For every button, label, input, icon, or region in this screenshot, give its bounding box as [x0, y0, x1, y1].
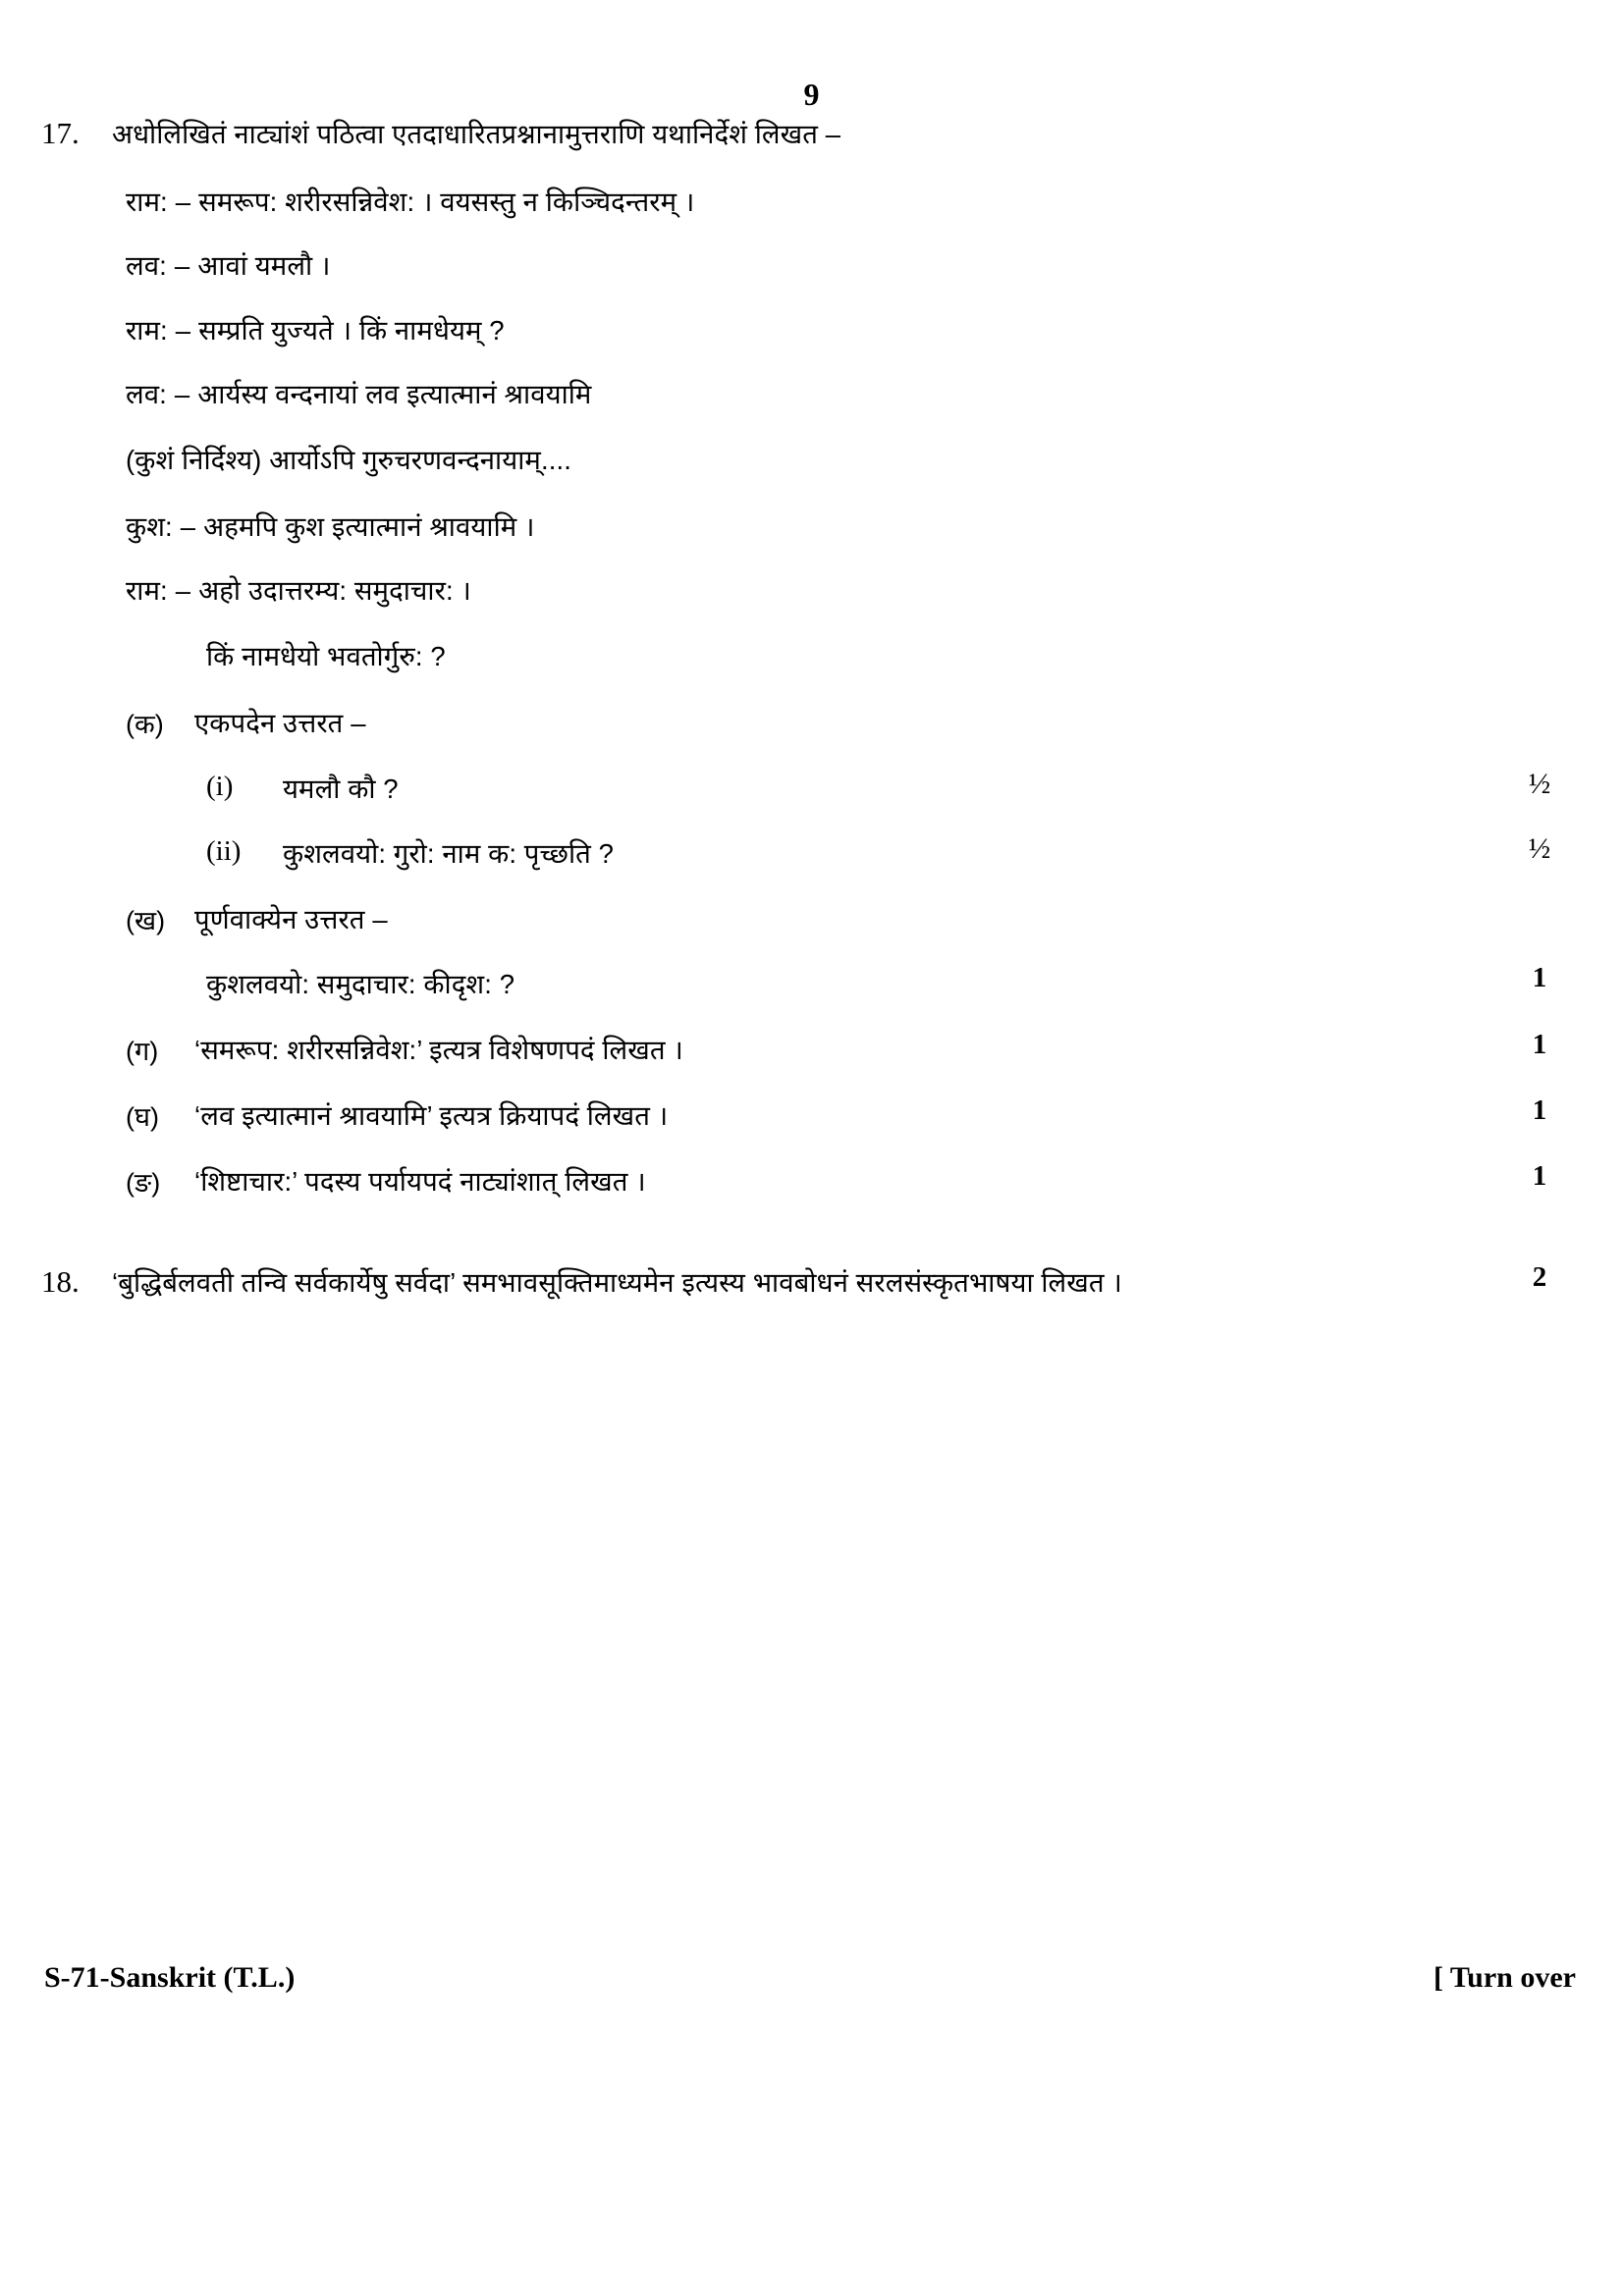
passage-line	[206, 638, 446, 674]
passage-text: अहो उदात्तरम्य: समुदाचार: ।	[198, 575, 471, 606]
passage-dash: –	[175, 315, 191, 346]
item-i-marks: ½	[1528, 768, 1551, 800]
passage-dash: –	[180, 511, 196, 542]
question-18-marks: 2	[1532, 1261, 1547, 1293]
part-ka-item-ii-row	[206, 835, 614, 872]
page-number: 9	[803, 77, 820, 112]
item-ii-marks: ½	[1528, 832, 1551, 865]
passage-dash: –	[175, 575, 191, 606]
part-gha-marks: 1	[1532, 1095, 1547, 1126]
item-ii-label: (ii)	[206, 835, 242, 867]
passage-text: अहमपि कुश इत्यात्मानं श्रावयामि ।	[203, 511, 535, 542]
passage-speaker: राम:	[126, 575, 168, 606]
passage-dash: –	[174, 250, 190, 281]
part-nga-row	[126, 1163, 646, 1200]
passage-speaker: राम:	[126, 315, 168, 346]
part-kha-label: (ख)	[126, 906, 166, 935]
question-17-prompt-row	[41, 116, 840, 152]
part-ka-label: (क)	[126, 710, 164, 739]
passage-text: समरूप: शरीरसन्निवेश: । वयसस्तु न किञ्चिदन्तरम् ।	[198, 187, 695, 217]
passage-speaker: कुश:	[126, 511, 173, 542]
footer-turn-over: [ Turn over	[1433, 1961, 1576, 1994]
passage-speaker: राम:	[126, 187, 168, 217]
question-18-number: 18.	[41, 1264, 80, 1299]
footer-paper-code: S-71-Sanskrit (T.L.)	[44, 1961, 296, 1994]
passage-text: आवां यमलौ ।	[197, 250, 331, 281]
part-kha-row	[126, 901, 388, 937]
part-kha-item-marks: 1	[1532, 962, 1547, 993]
part-ga-text: ‘समरूप: शरीरसन्निवेश:’ इत्यत्र विशेषणपदं लिखत ।	[194, 1035, 683, 1065]
passage-speaker: लव:	[126, 250, 167, 281]
passage-line	[126, 508, 535, 545]
passage-dash: –	[174, 379, 190, 409]
question-18-row	[41, 1264, 1122, 1301]
part-kha-text: पूर्णवाक्येन उत्तरत –	[194, 904, 388, 934]
item-ii-text: कुशलवयो: गुरो: नाम क: पृच्छति ?	[283, 838, 615, 869]
question-18-text: ‘बुद्धिर्बलवती तन्वि सर्वकार्येषु सर्वदा’ समभावसूक्तिमाध्यमेन इत्यस्य भावबोधनं सरलसंस्कृतभाषया लिखत ।	[112, 1267, 1122, 1298]
part-ka-row	[126, 705, 366, 741]
passage-line	[126, 312, 505, 348]
passage-line	[126, 442, 571, 478]
part-ka-text: एकपदेन उत्तरत –	[194, 708, 366, 738]
passage-line	[126, 376, 591, 412]
passage-text: किं नामधेयो भवतोर्गुरु: ?	[206, 641, 446, 671]
passage-text: आर्यस्य वन्दनायां लव इत्यात्मानं श्रावयामि	[197, 379, 592, 409]
passage-speaker: लव:	[126, 379, 167, 409]
passage-line	[126, 184, 694, 220]
part-kha-item-text: कुशलवयो: समुदाचार: कीदृश: ?	[206, 969, 515, 999]
passage-text: सम्प्रति युज्यते । किं नामधेयम् ?	[198, 315, 505, 346]
part-ga-row	[126, 1032, 683, 1068]
passage-line	[126, 572, 471, 609]
passage-text: (कुशं निर्दिश्य) आर्योऽपि गुरुचरणवन्दनायाम्....	[126, 445, 571, 475]
part-nga-marks: 1	[1532, 1160, 1547, 1192]
item-i-label: (i)	[206, 771, 234, 802]
passage-dash: –	[175, 187, 191, 217]
part-gha-row	[126, 1097, 668, 1134]
part-kha-item-row	[206, 966, 514, 1002]
part-ga-marks: 1	[1532, 1029, 1547, 1060]
question-17-prompt-text: अधोलिखितं नाट्यांशं पठित्वा एतदाधारितप्रश्नानामुत्तराणि यथानिर्देशं लिखत –	[112, 119, 841, 149]
part-nga-text: ‘शिष्टाचार:’ पदस्य पर्यायपदं नाट्यांशात् लिखत ।	[194, 1166, 646, 1197]
part-ga-label: (ग)	[126, 1037, 159, 1066]
part-nga-label: (ङ)	[126, 1168, 161, 1198]
part-gha-text: ‘लव इत्यात्मानं श्रावयामि’ इत्यत्र क्रियापदं लिखत ।	[194, 1100, 669, 1131]
part-ka-item-i-row	[206, 771, 399, 807]
part-gha-label: (घ)	[126, 1102, 159, 1132]
question-17-number: 17.	[41, 116, 80, 150]
item-i-text: यमलौ कौ ?	[283, 774, 399, 804]
passage-line	[126, 247, 330, 284]
